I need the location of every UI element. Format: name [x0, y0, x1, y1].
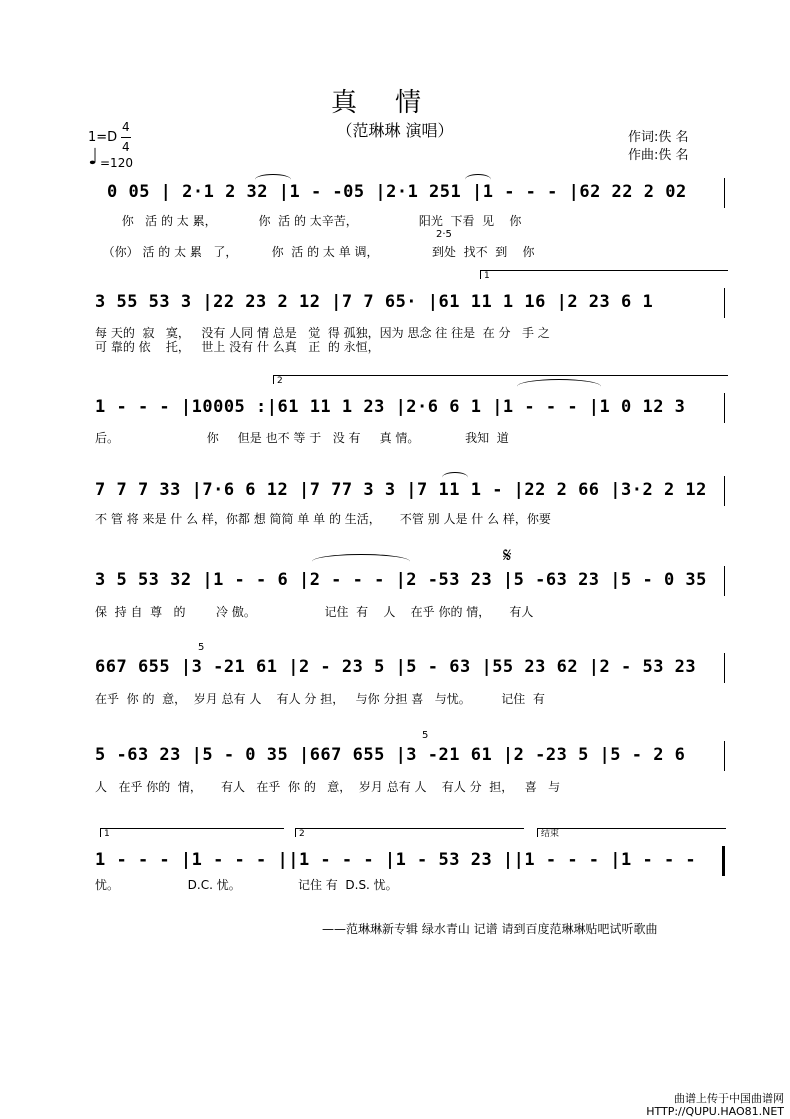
notation-line: 667 655 |3 -21 61 |2 - 23 5 |5 - 63 |55 23 62 |2 - 53 23: [95, 657, 697, 677]
volta-bracket: 2: [273, 375, 728, 384]
lyric-line-1: 每 天的 寂 寞， 没有 人同 情 总是 觉 得 孤独，因为 思念 往 往是 在 分 手 之: [95, 326, 550, 340]
time-signature-top: 4: [122, 120, 130, 134]
notation-line: 1 - - - |1 - - - ||1 - - - |1 - 53 23 ||1 - - - |1 - - -: [95, 850, 697, 870]
lyric-line-1: 保 持 自 尊 的 冷 傲。 记住 有 人 在乎 你的 情， 有人: [95, 605, 534, 619]
site-watermark: [646, 1092, 784, 1118]
notation-line: 1 - - - |10005 :|61 11 1 23 |2·6 6 1 |1 - - - |1 0 12 3: [95, 397, 686, 417]
lyric-line-1: 在乎 你 的 意， 岁月 总有 人 有人 分 担， 与你 分担 喜 与忧。 记住 有: [95, 692, 545, 706]
time-signature-bottom: 4: [122, 140, 130, 154]
bar-line: [724, 476, 725, 506]
bar-line: [724, 653, 725, 683]
song-subtitle: （范琳琳 演唱）: [336, 121, 454, 140]
lyric-line-1: 人 在乎 你的 情， 有人 在乎 你 的 意， 岁月 总有 人 有人 分 担， 喜 与: [95, 780, 561, 794]
notation-line: 0 05 | 2·1 2 32 |1 - -05 |2·1 251 |1 - - - |62 22 2 02: [107, 182, 687, 202]
grace-note-mark: 5: [198, 642, 205, 653]
final-bar-line: [722, 846, 725, 876]
bar-line: [724, 741, 725, 771]
watermark-line-1: 曲谱上传于中国曲谱网: [674, 1092, 784, 1105]
notation-line: 5 -63 23 |5 - 0 35 |667 655 |3 -21 61 |2 -23 5 |5 - 2 6: [95, 745, 686, 765]
notation-line: 7 7 7 33 |7·6 6 12 |7 77 3 3 |7 11 1 - |22 2 66 |3·2 2 12: [95, 480, 707, 500]
song-title: 真情: [330, 88, 459, 118]
lyric-line-1: 你 活 的 太 累， 你 活 的 太辛苦， 阳光 下看 见 你: [95, 214, 522, 228]
composer-credit: 作曲:佚 名: [628, 148, 689, 163]
notation-line: 3 5 53 32 |1 - - 6 |2 - - - |2 -53 23 |5 -63 23 |5 - 0 35: [95, 570, 707, 590]
slur-mark: [465, 174, 491, 185]
slur-mark: [255, 174, 291, 185]
lyric-line-1: 后。 你 但是 也不 等 于 没 有 真 情。 我知 道: [95, 431, 509, 445]
lyric-line-2: 可 靠的 依 托， 世上 没有 什 么真 正 的 永恒，: [95, 340, 380, 354]
segno-sign: 𝄋: [503, 543, 512, 567]
footer-credit: ——范琳琳新专辑 绿水青山 记谱 请到百度范琳琳贴吧试听歌曲: [322, 922, 658, 936]
volta-bracket: 结束: [537, 828, 726, 837]
bar-line: [724, 178, 725, 208]
volta-bracket: 2: [295, 828, 524, 837]
slur-mark: [312, 554, 410, 569]
lyric-line-1: 不 管 将 来是 什 么 样，你都 想 简简 单 单 的 生活， 不管 别 人是 什 么 样，你要: [95, 512, 551, 526]
time-signature-line: [121, 137, 131, 138]
grace-note-mark: 5: [422, 730, 429, 741]
quarter-note-icon: ♩: [88, 145, 99, 170]
notation-line: 3 55 53 3 |22 23 2 12 |7 7 65· |61 11 1 16 |2 23 6 1: [95, 292, 654, 312]
lyric-line-1: 忧。 D.C. 忧。 记住 有 D.S. 忧。: [95, 878, 398, 892]
lyricist-credit: 作词:佚 名: [628, 130, 689, 145]
bar-line: [724, 566, 725, 596]
volta-bracket: 1: [100, 828, 284, 837]
volta-bracket: 1: [480, 270, 728, 279]
watermark-line-2: HTTP://QUPU.HAO81.NET: [646, 1105, 784, 1118]
lyric-line-2: （你） 活 的 太 累 了， 你 活 的 太 单 调， 到处 找不 到 你: [95, 245, 535, 259]
bar-line: [724, 393, 725, 423]
slur-mark: [442, 472, 468, 483]
grace-note-mark: 2·5: [436, 229, 452, 240]
slur-mark: [517, 379, 601, 394]
key-signature: 1=D: [88, 130, 118, 145]
bar-line: [724, 288, 725, 318]
tempo-marking: =120: [100, 156, 133, 170]
